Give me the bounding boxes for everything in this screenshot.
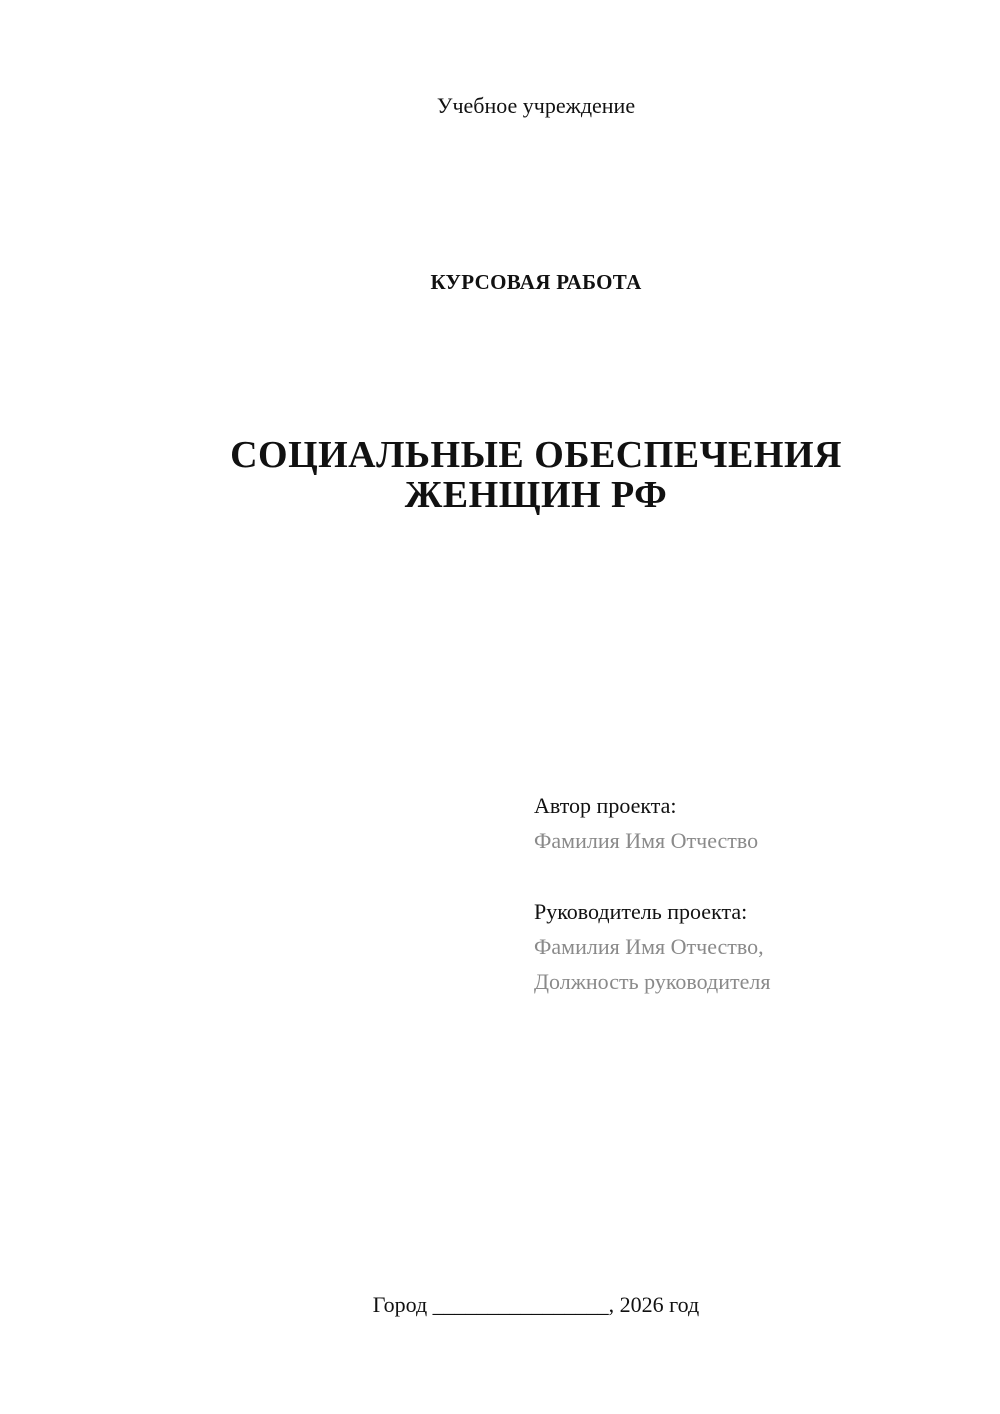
author-name: Фамилия Имя Отчество	[534, 828, 759, 853]
author-label: Автор проекта:	[534, 793, 677, 818]
project-info-block	[534, 788, 770, 999]
institution-name: Учебное учреждение	[436, 93, 636, 118]
supervisor-position: Должность руководителя	[534, 969, 771, 994]
document-title	[0, 435, 1000, 515]
info-spacer	[534, 858, 770, 894]
city-year-line: Город ________________, 2026 год	[372, 1292, 700, 1317]
supervisor-label: Руководитель проекта:	[534, 899, 748, 924]
document-title-line-2: ЖЕНЩИН РФ	[404, 474, 668, 516]
document-type: КУРСОВАЯ РАБОТА	[430, 270, 642, 294]
document-title-line-1: СОЦИАЛЬНЫЕ ОБЕСПЕЧЕНИЯ	[230, 434, 842, 476]
supervisor-name: Фамилия Имя Отчество,	[534, 934, 764, 959]
